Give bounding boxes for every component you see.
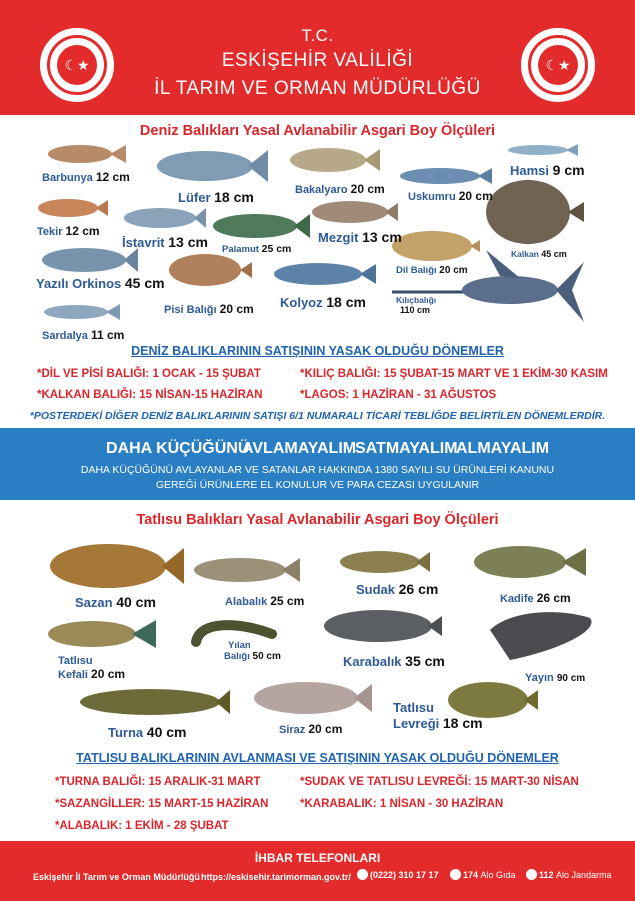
band-word-4: ALMAYALIM <box>456 440 550 457</box>
turna-fish-icon <box>80 689 230 715</box>
kalkan-fish-icon <box>486 180 584 244</box>
band-word-1: DAHA KÜÇÜĞÜNÜ <box>106 440 250 457</box>
kadife-fish-icon <box>474 546 586 578</box>
freshwater-fish-illustrations <box>0 530 635 730</box>
kalkan-label: Kalkan 45 cm <box>511 249 567 259</box>
turna-label: Turna 40 cm <box>108 724 187 740</box>
alabalik-fish-icon <box>194 558 300 582</box>
ministry-seal-left: ☾★ <box>40 28 114 102</box>
tekir-label: Tekir 12 cm <box>37 224 100 238</box>
sazan-fish-icon <box>50 544 184 588</box>
band-word-2: AVLAMAYALIM <box>242 440 357 457</box>
yayin-label: Yayın 90 cm <box>525 672 586 684</box>
orkinos-label: Yazılı Orkinos 45 cm <box>36 275 165 291</box>
fresh-section-title: Tatlısu Balıkları Yasal Avlanabilir Asgari Boy Ölçüleri <box>136 512 499 528</box>
tatlisu-kefali-label: Tatlısu Kefali 20 cm <box>58 655 126 681</box>
palamut-fish-icon <box>213 214 310 238</box>
sea-ban-item: *LAGOS: 1 HAZİRAN - 31 AĞUSTOS <box>300 389 497 401</box>
phone-icon <box>450 869 461 880</box>
sardalya-fish-icon <box>44 304 120 320</box>
sea-ban-title: DENİZ BALIKLARININ SATIŞININ YASAK OLDUĞU DÖNEMLER <box>131 344 504 358</box>
uskumru-fish-icon <box>400 168 492 184</box>
mezgit-label: Mezgit 13 cm <box>318 229 402 245</box>
header-line1: T.C. <box>301 26 334 45</box>
dil-baligi-fish-icon <box>392 231 480 261</box>
tekir-fish-icon <box>38 199 108 217</box>
footer-alo-gida[interactable]: 174 Alo Gıda <box>450 870 516 881</box>
bakalyaro-fish-icon <box>290 148 380 172</box>
sea-ban-item: *KILIÇ BALIĞI: 15 ŞUBAT-15 MART VE 1 EKİM-30 KASIM <box>300 368 608 380</box>
kilicbaligi-label: Kılıçbalığı 110 cm <box>396 295 437 315</box>
sea-section-title: Deniz Balıkları Yasal Avlanabilir Asgari Boy Ölçüleri <box>139 123 496 139</box>
barbunya-label: Barbunya 12 cm <box>42 170 130 184</box>
dil-baligi-label: Dil Balığı 20 cm <box>396 265 468 276</box>
mezgit-fish-icon <box>312 201 398 223</box>
fresh-ban-item: *TURNA BALIĞI: 15 ARALIK-31 MART <box>55 776 261 788</box>
fresh-ban-item: *ALABALIK: 1 EKİM - 28 ŞUBAT <box>55 820 229 832</box>
orkinos-fish-icon <box>42 248 138 272</box>
tatlisu-kefali-fish-icon <box>48 620 156 648</box>
lufer-fish-icon <box>157 150 268 182</box>
band-sub-1: DAHA KÜÇÜĞÜNÜ AVLAYANLAR VE SATANLAR HAKKINDA 1380 SAYILI SU ÜRÜNLERİ KANUNU <box>80 464 555 476</box>
karabalik-label: Karabalık 35 cm <box>343 653 445 669</box>
yilan-baligi-label: Yılan Balığı 50 cm <box>224 640 281 662</box>
fresh-ban-item: *KARABALIK: 1 NİSAN - 30 HAZİRAN <box>300 798 504 810</box>
sea-note: *POSTERDEKİ DİĞER DENİZ BALIKLARININ SATIŞI 6/1 NUMARALI TİCARİ TEBLİĞDE BELİRTİLEN DÖNEMLERDİR. <box>29 410 606 422</box>
header-line2: ESKİŞEHİR VALİLİĞİ <box>221 50 414 71</box>
sudak-label: Sudak 26 cm <box>356 581 439 597</box>
footer-url[interactable]: https://eskisehir.tarimorman.gov.tr/ <box>201 872 351 882</box>
header-line3: İL TARIM VE ORMAN MÜDÜRLÜĞÜ <box>154 78 481 99</box>
alabalik-label: Alabalık 25 cm <box>225 594 305 608</box>
sazan-label: Sazan 40 cm <box>75 594 156 610</box>
uskumru-label: Uskumru 20 cm <box>408 189 493 203</box>
tatlisu-levregi-label: Tatlısu Levreği 18 cm <box>393 700 483 731</box>
fresh-ban-title: TATLISU BALIKLARININ AVLANMASI VE SATIŞININ YASAK OLDUĞU DÖNEMLER <box>76 751 559 765</box>
footer-title: İHBAR TELEFONLARI <box>254 851 381 865</box>
palamut-label: Palamut 25 cm <box>222 243 292 255</box>
pisi-label: Pisi Balığı 20 cm <box>164 302 254 316</box>
warning-band <box>0 428 635 500</box>
footer-banner <box>0 841 635 901</box>
istavrit-label: İstavrit 13 cm <box>122 234 208 250</box>
istavrit-fish-icon <box>124 208 206 228</box>
header-banner <box>0 0 635 115</box>
phone-icon <box>357 869 368 880</box>
sea-ban-item: *KALKAN BALIĞI: 15 NİSAN-15 HAZİRAN <box>37 389 263 401</box>
siraz-label: Siraz 20 cm <box>279 722 343 736</box>
sardalya-label: Sardalya 11 cm <box>42 328 125 342</box>
fresh-ban-item: *SUDAK VE TATLISU LEVREĞİ: 15 MART-30 NİSAN <box>300 776 579 788</box>
kolyoz-label: Kolyoz 18 cm <box>280 294 366 310</box>
hamsi-label: Hamsi 9 cm <box>510 162 585 178</box>
siraz-fish-icon <box>254 682 372 714</box>
ministry-seal-right: ☾★ <box>521 28 595 102</box>
hamsi-fish-icon <box>508 144 578 156</box>
sudak-fish-icon <box>340 551 430 573</box>
kadife-label: Kadife 26 cm <box>500 591 571 605</box>
phone-icon <box>526 869 537 880</box>
sea-ban-item: *DİL VE PİSİ BALIĞI: 1 OCAK - 15 ŞUBAT <box>37 368 261 380</box>
bakalyaro-label: Bakalyaro 20 cm <box>295 182 385 196</box>
footer-org: Eskişehir İl Tarım ve Orman Müdürlüğü <box>33 872 200 882</box>
lufer-label: Lüfer 18 cm <box>178 189 254 205</box>
karabalik-fish-icon <box>324 610 442 642</box>
pisi-fish-icon <box>169 254 252 286</box>
fresh-ban-item: *SAZANGİLLER: 15 MART-15 HAZİRAN <box>55 798 269 810</box>
footer-phone[interactable]: (0222) 310 17 17 <box>357 870 439 881</box>
band-word-3: SATMAYALIM <box>355 440 458 457</box>
footer-alo-jandarma[interactable]: 112 Alo Jandarma <box>526 870 612 881</box>
band-sub-2: GEREĞİ ÜRÜNLERE EL KONULUR VE PARA CEZASI UYGULANIR <box>155 479 480 491</box>
barbunya-fish-icon <box>48 145 126 163</box>
yayin-fish-icon <box>490 612 592 660</box>
kolyoz-fish-icon <box>274 263 376 285</box>
